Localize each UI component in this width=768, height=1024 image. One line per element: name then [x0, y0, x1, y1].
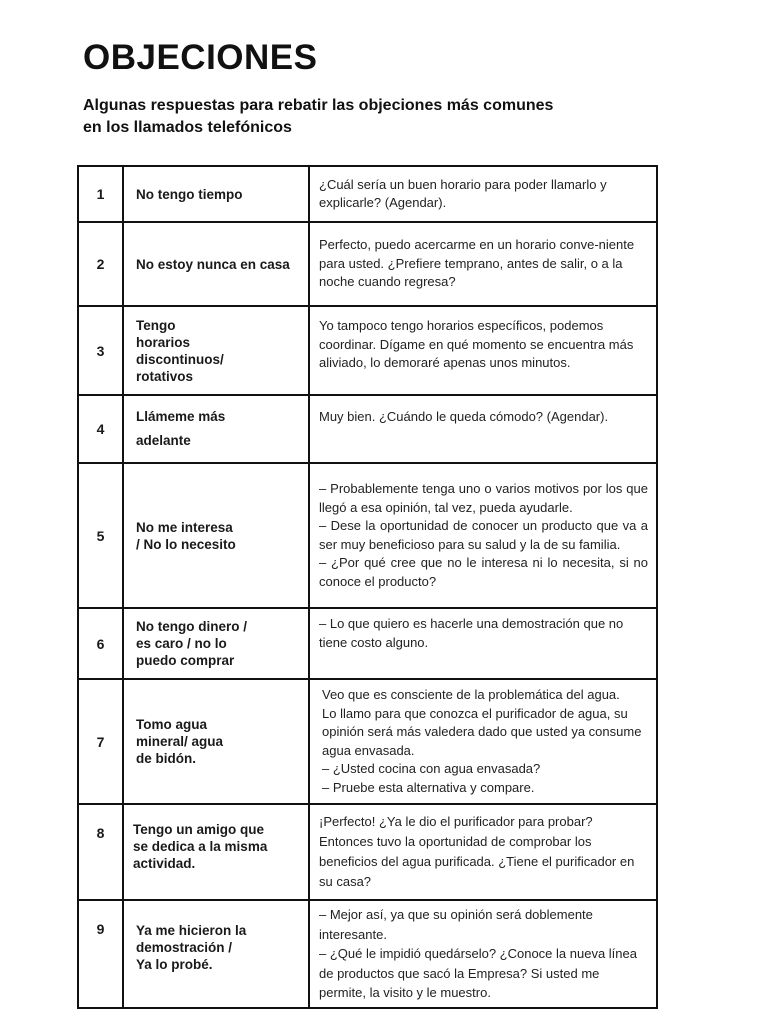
table-row: [78, 306, 657, 395]
response-cell: Veo que es consciente de la problemática del agua. Lo llamo para que conozca el purificador de agua, su opinión será más valedera dado que usted ya consume agua envasada. – ¿Usted cocina con agua envasada? – Pruebe esta alternativa y compare.: [309, 679, 657, 804]
page-subtitle: Algunas respuestas para rebatir las objeciones más comunes en los llamados telefónicos: [83, 97, 554, 136]
row-number: 4: [78, 395, 123, 463]
page-title: OBJECIONES: [83, 38, 318, 77]
response-cell: – Probablemente tenga uno o varios motivos por los que llegó a esa opinión, tal vez, pueda ayudarle. – Dese la oportunidad de conocer un producto que va a ser muy beneficioso para su salud y la de su familia. – ¿Por qué cree que no le interesa ni lo necesita, si no conoce el producto?: [309, 463, 657, 608]
objections-table: [77, 165, 658, 1009]
response-cell: ¿Cuál sería un buen horario para poder llamarlo y explicarle? (Agendar).: [309, 166, 657, 222]
row-number: 8: [78, 804, 123, 900]
objection-cell: Tengo horarios discontinuos/ rotativos: [123, 306, 309, 395]
row-number: 5: [78, 463, 123, 608]
objection-cell: Llámeme más adelante: [123, 395, 309, 463]
table-row: [78, 222, 657, 306]
table-row: [78, 463, 657, 608]
objection-cell: No me interesa / No lo necesito: [123, 463, 309, 608]
row-number: 6: [78, 608, 123, 679]
response-cell: Muy bien. ¿Cuándo le queda cómodo? (Agendar).: [309, 395, 657, 463]
response-cell: Yo tampoco tengo horarios específicos, podemos coordinar. Dígame en qué momento se encuentra más aliviado, lo demoraré apenas unos minutos.: [309, 306, 657, 395]
table-row: [78, 166, 657, 222]
objection-cell: No estoy nunca en casa: [123, 222, 309, 306]
objection-cell: Ya me hicieron la demostración / Ya lo probé.: [123, 900, 309, 1008]
table-row: [78, 804, 657, 900]
objection-cell: Tomo agua mineral/ agua de bidón.: [123, 679, 309, 804]
row-number: 3: [78, 306, 123, 395]
row-number: 9: [78, 900, 123, 1008]
table-row: [78, 395, 657, 463]
table-row: [78, 900, 657, 1008]
objection-cell: No tengo tiempo: [123, 166, 309, 222]
response-cell: – Mejor así, ya que su opinión será doblemente interesante. – ¿Qué le impidió quedárselo? ¿Conoce la nueva línea de productos que sacó la Empresa? Si usted me permite, la visito y le muestro.: [309, 900, 657, 1008]
table-row: [78, 679, 657, 804]
row-number: 7: [78, 679, 123, 804]
response-cell: ¡Perfecto! ¿Ya le dio el purificador para probar? Entonces tuvo la oportunidad de comprobar los beneficios del agua purificada. ¿Tiene el purificador en su casa?: [309, 804, 657, 900]
response-cell: Perfecto, puedo acercarme en un horario conve-niente para usted. ¿Prefiere temprano, antes de salir, o a la noche cuando regresa?: [309, 222, 657, 306]
objection-cell: Tengo un amigo que se dedica a la misma actividad.: [123, 804, 309, 900]
response-cell: – Lo que quiero es hacerle una demostración que no tiene costo alguno.: [309, 608, 657, 679]
row-number: 1: [78, 166, 123, 222]
row-number: 2: [78, 222, 123, 306]
table-row: [78, 608, 657, 679]
objection-cell: No tengo dinero / es caro / no lo puedo comprar: [123, 608, 309, 679]
